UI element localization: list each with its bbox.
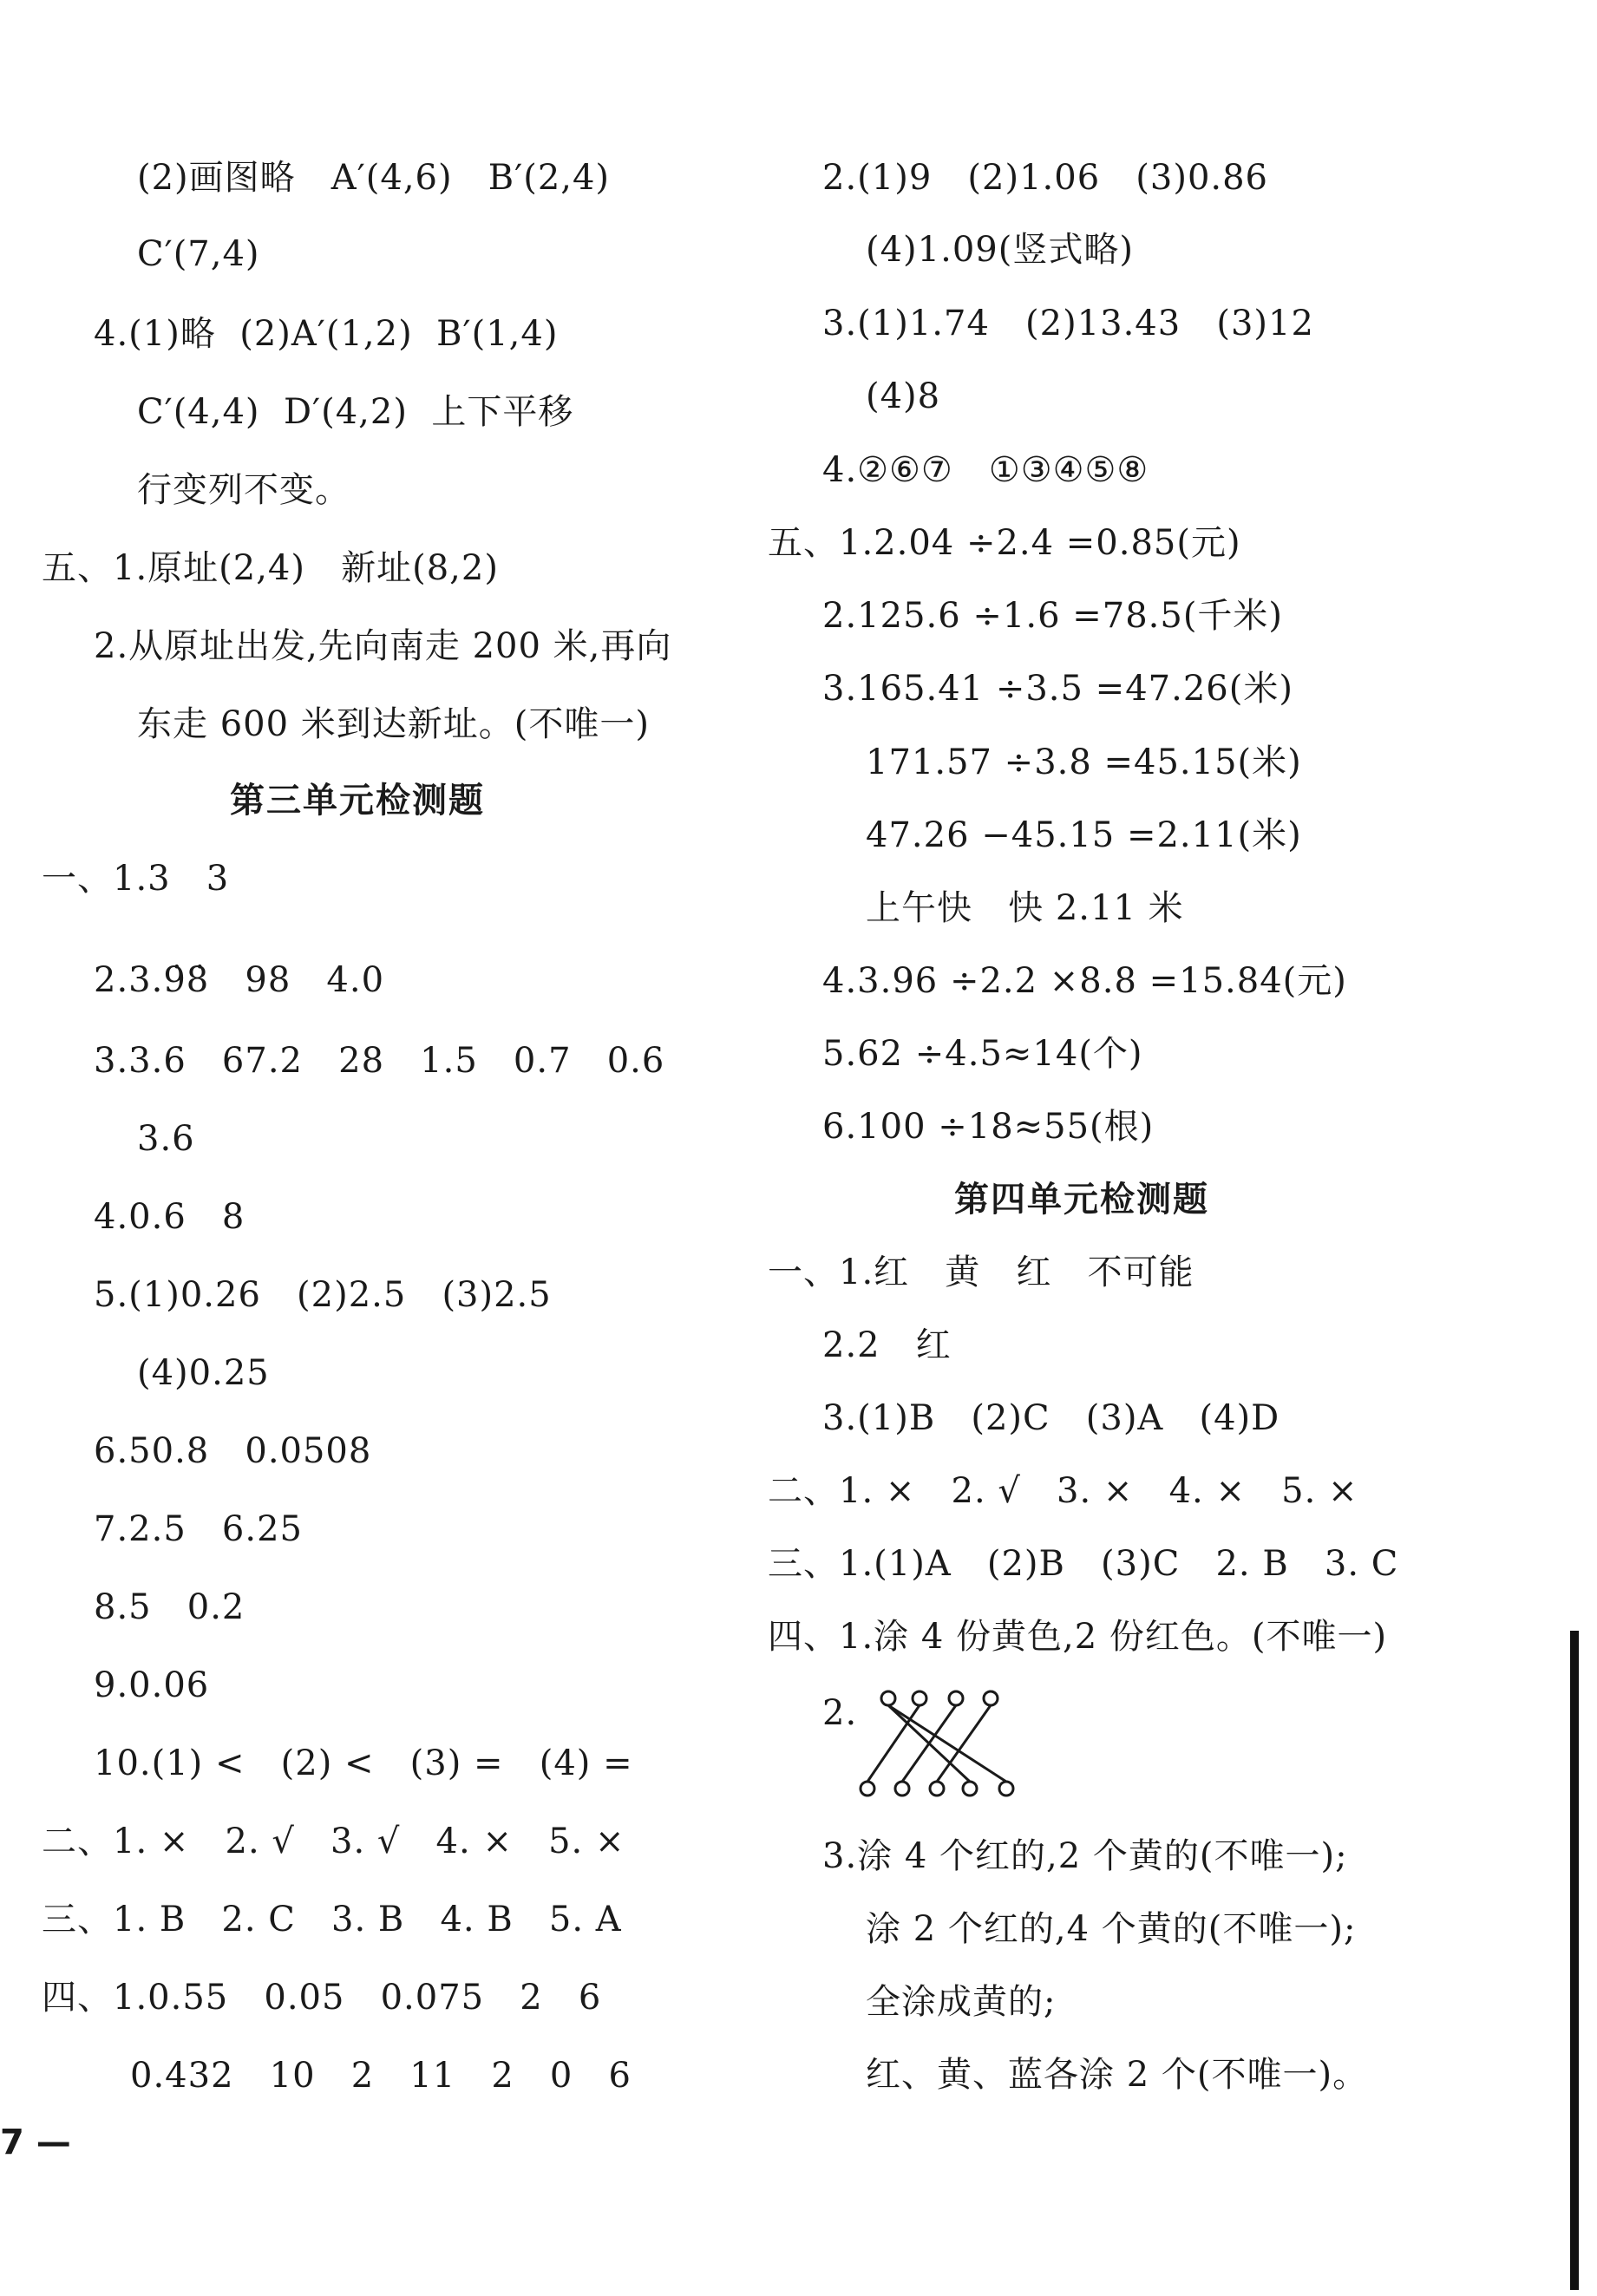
answer-line: 5.62 ÷4.5≈14(个)	[822, 1034, 1143, 1074]
answer-line: 4.3.96 ÷2.2 ×8.8 =15.84(元)	[822, 961, 1347, 1001]
answer-line: 四、1.涂 4 份黄色,2 份红色。(不唯一)	[768, 1617, 1388, 1657]
top-dot-4	[984, 1691, 998, 1705]
answer-line: 2.从原址出发,先向南走 200 米,再向	[94, 626, 672, 666]
answer-line: (2)画图略 A′(4,6) B′(2,4)	[137, 158, 611, 198]
answer-line: 3.3.6 67.2 28 1.5 0.7 0.6	[94, 1041, 665, 1081]
answer-line: 东走 600 米到达新址。(不唯一)	[137, 704, 650, 744]
page-number: 7 —	[0, 2123, 71, 2162]
answer-line: 171.57 ÷3.8 =45.15(米)	[866, 742, 1302, 782]
top-dot-3	[949, 1691, 963, 1705]
answer-line: 2.	[822, 1693, 858, 1733]
answer-line: 10.(1) < (2) < (3) = (4) =	[94, 1743, 633, 1783]
answer-line: 3.6	[137, 1119, 195, 1159]
answer-line: 全涂成黄的;	[866, 1982, 1057, 2022]
answer-line: 7.2.5 6.25	[94, 1509, 303, 1549]
answer-line: 一、1.红 黄 红 不可能	[768, 1253, 1194, 1292]
answer-line: 三、1.(1)A (2)B (3)C 2. B 3. C	[768, 1544, 1399, 1584]
answer-line: (4)8	[866, 376, 941, 416]
page-edge-shadow	[1570, 1631, 1579, 2290]
answer-line: 4.②⑥⑦ ①③④⑤⑧	[822, 450, 1149, 490]
answer-line: 9.0.06	[94, 1665, 210, 1705]
answer-line: 五、1.原址(2,4) 新址(8,2)	[42, 548, 499, 588]
answer-line: 二、1. × 2. √ 3. × 4. × 5. ×	[768, 1471, 1358, 1511]
answer-line: 五、1.2.04 ÷2.4 =0.85(元)	[768, 523, 1241, 563]
answer-line: 0.432 10 2 11 2 0 6	[130, 2056, 632, 2096]
answer-line: 47.26 −45.15 =2.11(米)	[866, 815, 1302, 855]
answer-line: 一、1.3 3	[42, 859, 230, 899]
answer-line: 二、1. × 2. √ 3. √ 4. × 5. ×	[42, 1822, 625, 1861]
answer-line: 涂 2 个红的,4 个黄的(不唯一);	[866, 1909, 1357, 1949]
bottom-dot-1	[861, 1782, 874, 1796]
answer-line: 四、1.0.55 0.05 0.075 2 6	[42, 1978, 602, 2018]
answer-line: 5.(1)0.26 (2)2.5 (3)2.5	[94, 1275, 552, 1315]
answer-line: 2.125.6 ÷1.6 =78.5(千米)	[822, 596, 1284, 636]
answer-line: 4.0.6 8	[94, 1197, 245, 1237]
answer-line: 红、黄、蓝各涂 2 个(不唯一)。	[866, 2055, 1369, 2095]
answer-line: 3.涂 4 个红的,2 个黄的(不唯一);	[822, 1836, 1348, 1876]
answer-line: (4)0.25	[137, 1353, 270, 1393]
answer-line: 三、1. B 2. C 3. B 4. B 5. A	[42, 1900, 622, 1939]
section-heading: 第四单元检测题	[954, 1180, 1209, 1220]
bottom-dot-4	[963, 1782, 977, 1796]
bottom-dot-5	[999, 1782, 1013, 1796]
answer-line: 3.(1)1.74 (2)13.43 (3)12	[822, 304, 1314, 343]
matching-diagram	[859, 1683, 1024, 1804]
answer-line: 2.2 红	[822, 1325, 952, 1365]
bottom-dot-3	[930, 1782, 944, 1796]
answer-line: 3.(1)B (2)C (3)A (4)D	[822, 1398, 1280, 1438]
answer-line: 上午快 快 2.11 米	[866, 888, 1184, 928]
answer-line: 6.50.8 0.0508	[94, 1431, 372, 1471]
answer-line: C′(4,4) D′(4,2) 上下平移	[137, 392, 574, 432]
answer-line: 3.165.41 ÷3.5 =47.26(米)	[822, 669, 1293, 709]
section-heading: 第三单元检测题	[230, 781, 485, 821]
bottom-dot-2	[895, 1782, 909, 1796]
answer-line: C′(7,4)	[137, 234, 260, 274]
answer-line: 6.100 ÷18≈55(根)	[822, 1107, 1155, 1147]
top-dot-2	[913, 1691, 926, 1705]
answer-line: 2.(1)9 (2)1.06 (3)0.86	[822, 158, 1269, 198]
answer-line: 行变列不变。	[137, 470, 350, 510]
answer-line: (4)1.09(竖式略)	[866, 230, 1134, 270]
answer-line: 8.5 0.2	[94, 1587, 245, 1627]
top-dot-1	[881, 1691, 895, 1705]
answer-line: 2.3.9̇8̇ 98 4.0	[94, 960, 385, 1000]
answer-line: 4.(1)略 (2)A′(1,2) B′(1,4)	[94, 314, 559, 354]
